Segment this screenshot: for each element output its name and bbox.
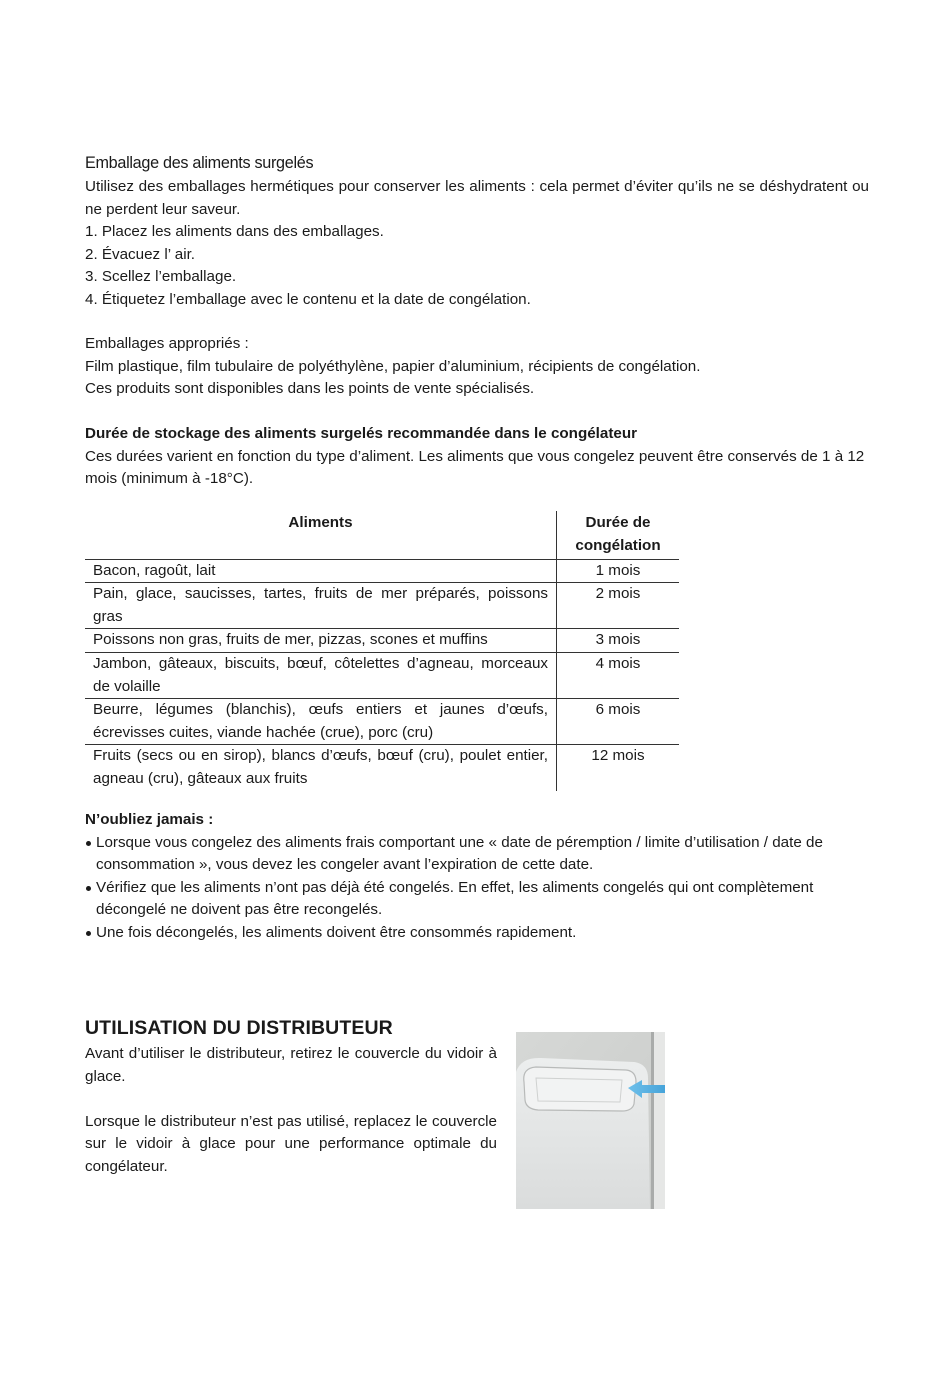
table-row: [85, 699, 679, 745]
reminders-list: [85, 832, 869, 945]
packaging-label: Emballages appropriés :: [85, 335, 249, 352]
storage-intro: Ces durées varient en fonction du type d’aliment. Les aliments que vous congelez peuvent être conservés de 1 à 12 mois (minimum à -18°C).: [85, 447, 865, 488]
food-cell: Fruits (secs ou en sirop), blancs d’œufs, bœuf (cru), poulet entier, agneau (cru), gâteaux aux fruits: [85, 745, 557, 791]
duration-cell: 4 mois: [557, 652, 680, 698]
list-item: Lorsque vous congelez des aliments frais comportant une « date de péremption / limite d’utilisation / date de consommation », vous devez les congeler avant l’expiration de cette date.: [85, 832, 869, 877]
packaging-list: Film plastique, film tubulaire de polyéthylène, papier d’aluminium, récipients de congélation.: [85, 357, 701, 375]
table-row: [85, 583, 679, 629]
ice-bucket-photo: [516, 1032, 665, 1209]
table-row: [85, 652, 679, 698]
table-row: [85, 745, 679, 791]
food-cell: Beurre, légumes (blanchis), œufs entiers et jaunes d’œufs, écrevisses cuites, viande hachée (crue), porc (cru): [85, 699, 557, 745]
packaging-intro: Utilisez des emballages hermétiques pour conserver les aliments : cela permet d’éviter qu’ils ne se déshydratent ou ne perdent leur saveur.: [85, 178, 869, 218]
reminders-heading: N’oubliez jamais :: [85, 811, 214, 828]
freezing-duration-table: [85, 511, 679, 791]
duration-cell: 6 mois: [557, 699, 680, 745]
reminders-section: [85, 809, 869, 945]
dispenser-paragraph: Avant d’utiliser le distributeur, retirez le couvercle du vidoir à glace.: [85, 1045, 497, 1085]
ice-bucket-illustration: [516, 1032, 665, 1209]
table-row: [85, 559, 679, 583]
col-header-duration: Durée de congélation: [557, 511, 680, 559]
duration-cell: 12 mois: [557, 745, 680, 791]
dispenser-paragraph: Lorsque le distributeur n’est pas utilisé, replacez le couvercle sur le vidoir à glace pour une performance optimale du congélateur.: [85, 1112, 497, 1175]
dispenser-heading: UTILISATION DU DISTRIBUTEUR: [85, 1017, 393, 1039]
duration-cell: 2 mois: [557, 583, 680, 629]
section-heading-packaging: Emballage des aliments surgelés: [85, 154, 314, 172]
list-item: Une fois décongelés, les aliments doivent être consommés rapidement.: [85, 922, 869, 945]
packaging-section: [85, 176, 869, 312]
step-item: 1. Placez les aliments dans des emballages.: [85, 223, 384, 241]
dispenser-text: [85, 1043, 497, 1179]
storage-section: [85, 423, 869, 491]
duration-cell: 3 mois: [557, 629, 680, 653]
food-cell: Pain, glace, saucisses, tartes, fruits de mer préparés, poissons gras: [85, 583, 557, 629]
table-header-row: [85, 511, 679, 559]
packaging-materials: [85, 333, 869, 401]
duration-cell: 1 mois: [557, 559, 680, 583]
col-header-food: Aliments: [288, 514, 353, 531]
food-cell: Jambon, gâteaux, biscuits, bœuf, côtelettes d’agneau, morceaux de volaille: [85, 652, 557, 698]
step-item: 2. Évacuez l’ air.: [85, 245, 196, 263]
step-item: 3. Scellez l’emballage.: [85, 268, 237, 286]
food-cell: Bacon, ragoût, lait: [85, 559, 557, 583]
list-item: Vérifiez que les aliments n’ont pas déjà été congelés. En effet, les aliments congelés qui ont complètement décongelé ne doivent pas être recongelés.: [85, 877, 869, 922]
food-cell: Poissons non gras, fruits de mer, pizzas, scones et muffins: [85, 629, 557, 653]
packaging-note: Ces produits sont disponibles dans les points de vente spécialisés.: [85, 380, 535, 398]
table-row: [85, 629, 679, 653]
storage-heading: Durée de stockage des aliments surgelés recommandée dans le congélateur: [85, 425, 638, 442]
step-item: 4. Étiquetez l’emballage avec le contenu et la date de congélation.: [85, 290, 531, 308]
